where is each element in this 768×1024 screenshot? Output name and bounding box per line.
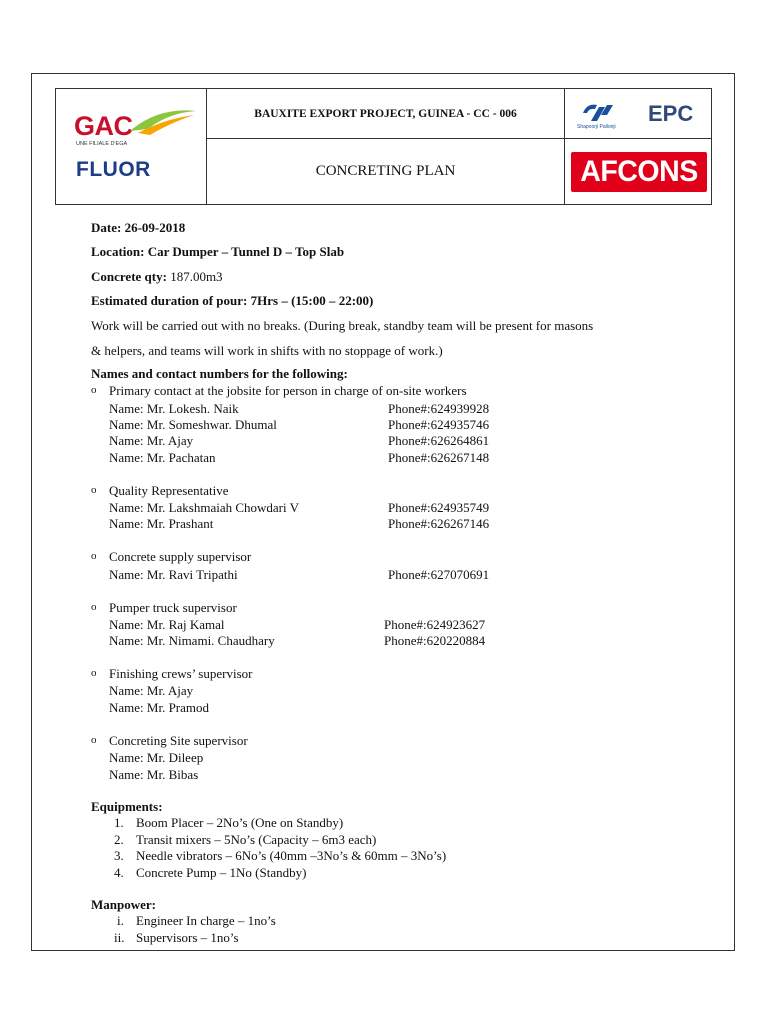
contact-name: Name: Mr. Someshwar. Dhumal: [109, 417, 277, 432]
gac-logo-text: GAC: [74, 111, 133, 141]
equipments-heading: Equipments:: [91, 799, 163, 814]
contact-phone: Phone#:626267148: [388, 450, 490, 465]
duration-line: [91, 293, 373, 309]
contact-group-title: Quality Representative: [109, 483, 229, 498]
contact-group-title: Concreting Site supervisor: [109, 733, 248, 748]
contact-group-title: Concrete supply supervisor: [109, 549, 252, 564]
concrete-qty-label: Concrete qty:: [91, 269, 167, 284]
duration-label: Estimated duration of pour:: [91, 293, 248, 308]
shapoorji-text: Shapoorji Pallonji: [577, 124, 616, 130]
concrete-qty-value: 187.00m3: [170, 269, 223, 284]
location-line: Location: Car Dumper – Tunnel D – Top Slab: [91, 244, 345, 259]
bullet-icon: o: [91, 484, 97, 496]
contact-name: Name: Mr. Lokesh. Naik: [109, 401, 239, 416]
equipment-item: Boom Placer – 2No’s (One on Standby): [136, 815, 344, 830]
manpower-number: i.: [117, 913, 124, 928]
bullet-icon: o: [91, 550, 97, 562]
contact-name: Name: Mr. Nimami. Chaudhary: [109, 633, 275, 648]
equipment-number: 1.: [114, 815, 124, 830]
contact-name: Name: Mr. Raj Kamal: [109, 617, 225, 632]
contact-name: Name: Mr. Dileep: [109, 750, 204, 765]
contact-group-title: Primary contact at the jobsite for person in charge of on-site workers: [109, 383, 467, 398]
document-header: [55, 88, 712, 205]
equipment-item: Concrete Pump – 1No (Standby): [136, 865, 307, 880]
manpower-item: Supervisors – 1no’s: [136, 930, 239, 945]
contact-name: Name: Mr. Lakshmaiah Chowdari V: [109, 500, 300, 515]
afcons-logo-text: AFCONS: [580, 155, 698, 188]
gac-swoosh-icon: [128, 103, 198, 135]
manpower-item: Engineer In charge – 1no’s: [136, 913, 276, 928]
concrete-qty-line: [91, 269, 223, 285]
contact-phone: Phone#:626264861: [388, 433, 490, 448]
work-note-line-1: Work will be carried out with no breaks. (During break, standby team will be present for masons: [91, 318, 594, 333]
manpower-number: ii.: [114, 930, 125, 945]
gac-fluor-logo: [56, 89, 207, 204]
contact-phone: Phone#:620220884: [384, 633, 486, 648]
equipment-number: 2.: [114, 832, 124, 847]
afcons-logo-box: [571, 152, 707, 192]
contact-phone: Phone#:626267146: [388, 516, 490, 531]
equipment-item: Transit mixers – 5No’s (Capacity – 6m3 each): [136, 832, 377, 847]
bullet-icon: o: [91, 734, 97, 746]
contacts-heading: Names and contact numbers for the following:: [91, 366, 348, 381]
duration-value: 7Hrs – (15:00 – 22:00): [250, 293, 374, 308]
contact-name: Name: Mr. Pramod: [109, 700, 210, 715]
work-note-line-2: & helpers, and teams will work in shifts with no stoppage of work.): [91, 343, 443, 358]
contact-phone: Phone#:627070691: [388, 567, 490, 582]
gac-subtitle: UNE FILIALE D'EGA: [76, 141, 128, 147]
contact-group-title: Pumper truck supervisor: [109, 600, 237, 615]
contact-name: Name: Mr. Ravi Tripathi: [109, 567, 238, 582]
plan-title: CONCRETING PLAN: [207, 139, 565, 204]
contact-name: Name: Mr. Bibas: [109, 767, 199, 782]
equipment-item: Needle vibrators – 6No’s (40mm –3No’s & 60mm – 3No’s): [136, 848, 447, 863]
project-title: BAUXITE EXPORT PROJECT, GUINEA - CC - 006: [207, 89, 565, 139]
afcons-logo: [565, 139, 711, 204]
contact-group-title: Finishing crews’ supervisor: [109, 666, 253, 681]
bullet-icon: o: [91, 667, 97, 679]
shapoorji-epc-logo: [565, 89, 711, 139]
contact-phone: Phone#:624935749: [388, 500, 490, 515]
shapoorji-logo-icon: [581, 101, 615, 123]
bullet-icon: o: [91, 601, 97, 613]
epc-text: EPC: [648, 101, 694, 126]
date-line: Date: 26-09-2018: [91, 220, 186, 235]
equipment-number: 3.: [114, 848, 124, 863]
contact-phone: Phone#:624923627: [384, 617, 486, 632]
contact-name: Name: Mr. Ajay: [109, 433, 194, 448]
manpower-heading: Manpower:: [91, 897, 156, 912]
fluor-logo-text: FLUOR: [76, 158, 151, 181]
contact-phone: Phone#:624935746: [388, 417, 490, 432]
bullet-icon: o: [91, 384, 97, 396]
contact-name: Name: Mr. Ajay: [109, 683, 194, 698]
contact-name: Name: Mr. Prashant: [109, 516, 214, 531]
equipment-number: 4.: [114, 865, 124, 880]
contact-name: Name: Mr. Pachatan: [109, 450, 216, 465]
contact-phone: Phone#:624939928: [388, 401, 490, 416]
